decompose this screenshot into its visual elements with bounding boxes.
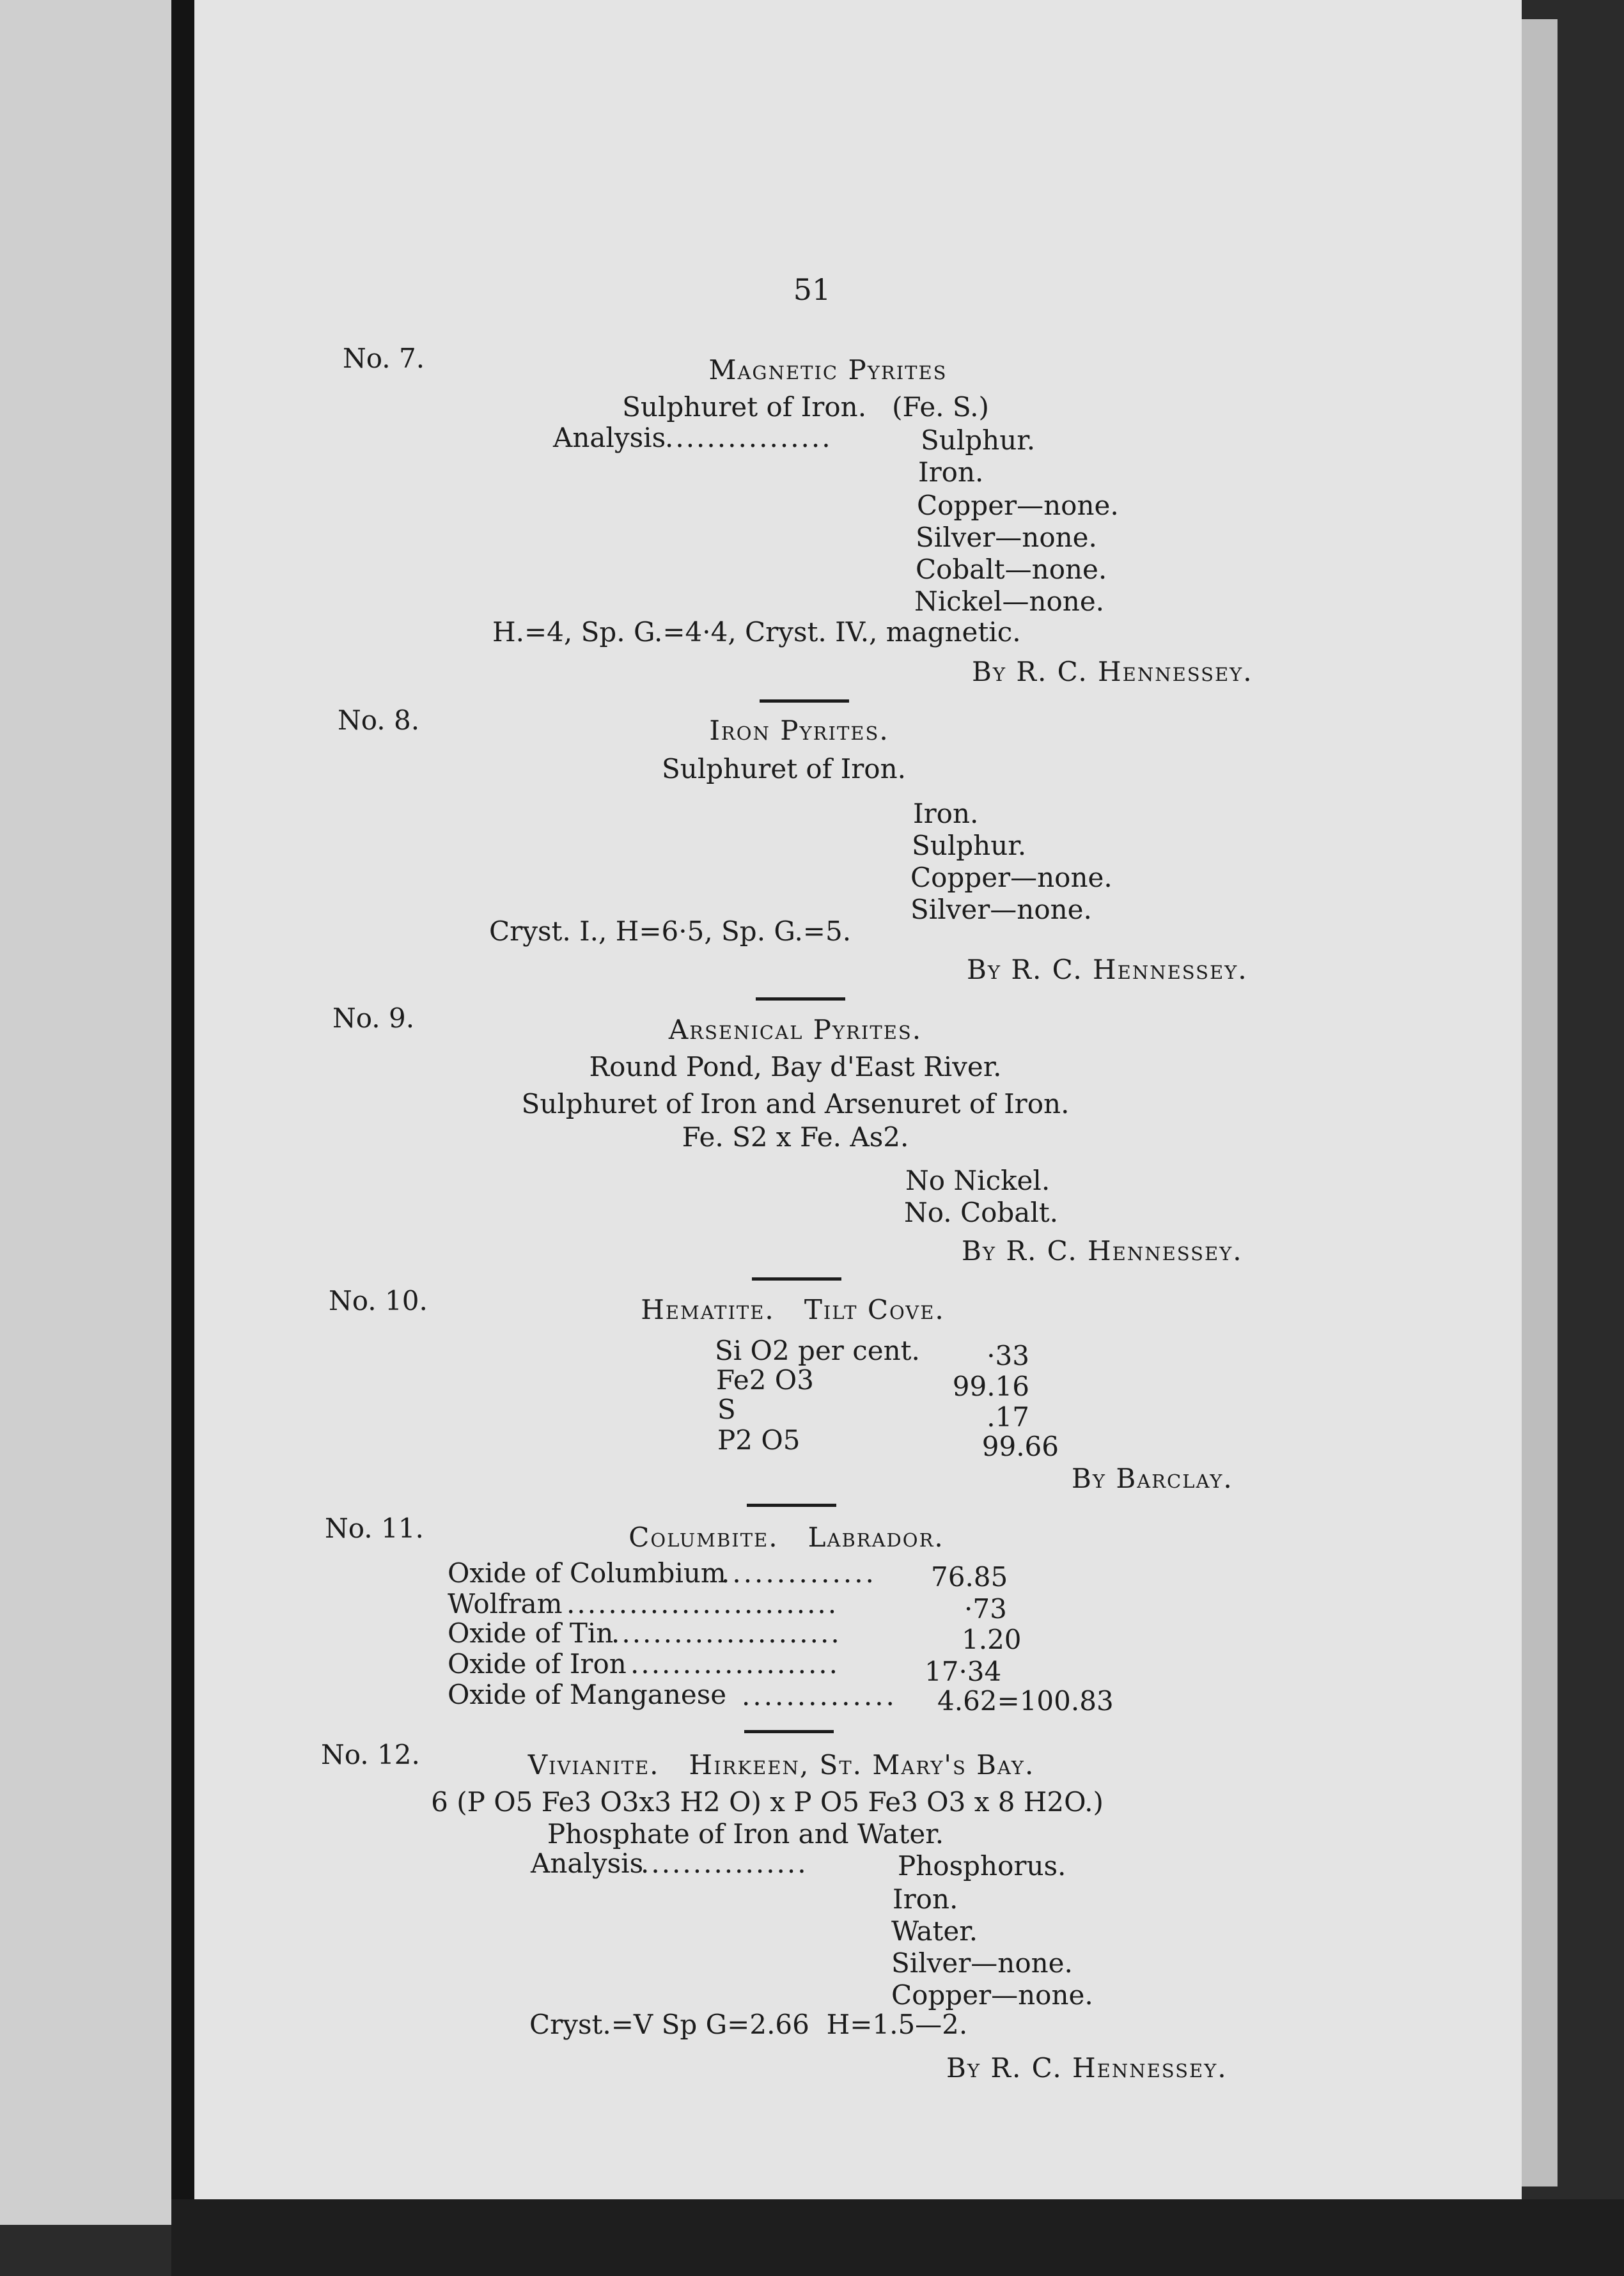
table-cell-name: Fe2 O3 <box>716 1364 814 1396</box>
component: Cobalt—none. <box>916 554 1107 585</box>
table-cell-value: 4.62=100.83 <box>937 1685 1114 1717</box>
section-line: Sulphuret of Iron and Arsenuret of Iron. <box>521 1088 1070 1119</box>
byline: By R. C. Hennessey. <box>972 656 1253 687</box>
analysis-label: Analysis <box>553 422 666 453</box>
section-divider <box>747 1504 836 1507</box>
table-cell-value: 76.85 <box>931 1561 1008 1593</box>
analysis-label: Analysis <box>531 1848 644 1879</box>
table-cell-name: Wolfram <box>448 1588 563 1619</box>
page-edge <box>1522 19 1558 2186</box>
table-cell-value: .17 <box>987 1401 1029 1433</box>
section-line: Sulphuret of Iron. <box>662 753 906 784</box>
table-leader: .............. <box>721 1557 877 1589</box>
byline: By R. C. Hennessey. <box>967 954 1248 985</box>
table-cell-name: Oxide of Tin <box>448 1617 614 1649</box>
component: Silver—none. <box>910 894 1092 925</box>
component: Copper—none. <box>917 490 1119 521</box>
component: Sulphur. <box>912 830 1027 861</box>
component: Copper—none. <box>910 862 1113 893</box>
section-number: No. 12. <box>321 1739 420 1770</box>
section-divider <box>752 1277 841 1281</box>
section-divider <box>744 1730 834 1733</box>
section-formula: Fe. S2 x Fe. As2. <box>682 1121 909 1153</box>
table-cell-name: Oxide of Manganese <box>448 1679 727 1710</box>
component: Silver—none. <box>891 1947 1073 1979</box>
properties: H.=4, Sp. G.=4·4, Cryst. IV., magnetic. <box>492 616 1021 648</box>
facing-page-edge <box>0 0 171 2225</box>
component: Iron. <box>913 798 979 829</box>
section-title: Iron Pyrites. <box>709 715 889 746</box>
section-title: Hematite. Tilt Cove. <box>641 1294 945 1325</box>
section-line: Round Pond, Bay d'East River. <box>589 1051 1002 1082</box>
table-cell-name: P2 O5 <box>717 1424 800 1456</box>
book-gutter <box>171 0 194 2250</box>
section-number: No. 10. <box>329 1285 428 1316</box>
component: No. Cobalt. <box>904 1197 1059 1228</box>
table-cell-name: Si O2 per cent. <box>715 1335 920 1366</box>
component: Sulphur. <box>921 425 1036 456</box>
component: Iron. <box>893 1883 958 1915</box>
byline: By R. C. Hennessey. <box>946 2052 1228 2084</box>
analysis-leader: ................ <box>665 422 832 453</box>
component: Nickel—none. <box>914 586 1105 617</box>
component: Phosphorus. <box>898 1850 1066 1882</box>
section-line: Sulphuret of Iron. (Fe. S.) <box>622 391 989 423</box>
table-cell-value: 99.66 <box>981 1431 1059 1462</box>
section-title: Vivianite. Hirkeen, St. Mary's Bay. <box>527 1749 1035 1781</box>
section-number: No. 9. <box>332 1002 415 1034</box>
component: No Nickel. <box>905 1165 1050 1196</box>
section-divider <box>760 699 849 703</box>
table-leader: .............. <box>742 1680 897 1711</box>
scan-border <box>171 2199 1624 2276</box>
table-cell-name: Oxide of Columbium <box>448 1557 726 1589</box>
section-title: Arsenical Pyrites. <box>668 1014 923 1045</box>
byline: By R. C. Hennessey. <box>962 1235 1243 1267</box>
section-title: Columbite. Labrador. <box>629 1522 944 1553</box>
component: Water. <box>891 1915 978 1947</box>
properties: Cryst. I., H=6·5, Sp. G.=5. <box>489 916 852 947</box>
section-title: Magnetic Pyrites <box>708 354 948 386</box>
section-number: No. 8. <box>338 705 420 736</box>
table-cell-value: 17·34 <box>925 1656 1002 1687</box>
component: Copper—none. <box>891 1979 1093 2011</box>
table-leader: .................... <box>630 1648 840 1680</box>
section-divider <box>756 997 845 1001</box>
properties: Cryst.=V Sp G=2.66 H=1.5—2. <box>529 2009 968 2040</box>
table-cell-name: Oxide of Iron <box>448 1648 627 1680</box>
table-cell-name: S <box>717 1394 736 1425</box>
component: Iron. <box>918 456 984 488</box>
section-formula: 6 (P O5 Fe3 O3x3 H2 O) x P O5 Fe3 O3 x 8 H2O.) <box>431 1786 1104 1818</box>
section-line: Phosphate of Iron and Water. <box>547 1818 944 1850</box>
analysis-leader: ................ <box>641 1848 808 1879</box>
byline: By Barclay. <box>1072 1463 1233 1494</box>
table-cell-value: ·33 <box>987 1340 1029 1371</box>
table-cell-value: 1.20 <box>962 1624 1022 1655</box>
table-leader: .......................... <box>566 1588 839 1619</box>
table-cell-value: ·73 <box>964 1593 1007 1625</box>
table-leader: ...................... <box>611 1617 841 1649</box>
component: Silver—none. <box>916 522 1097 553</box>
table-cell-value: 99.16 <box>952 1371 1029 1402</box>
section-number: No. 11. <box>325 1513 424 1544</box>
section-number: No. 7. <box>343 343 425 374</box>
page-number: 51 <box>793 272 831 307</box>
